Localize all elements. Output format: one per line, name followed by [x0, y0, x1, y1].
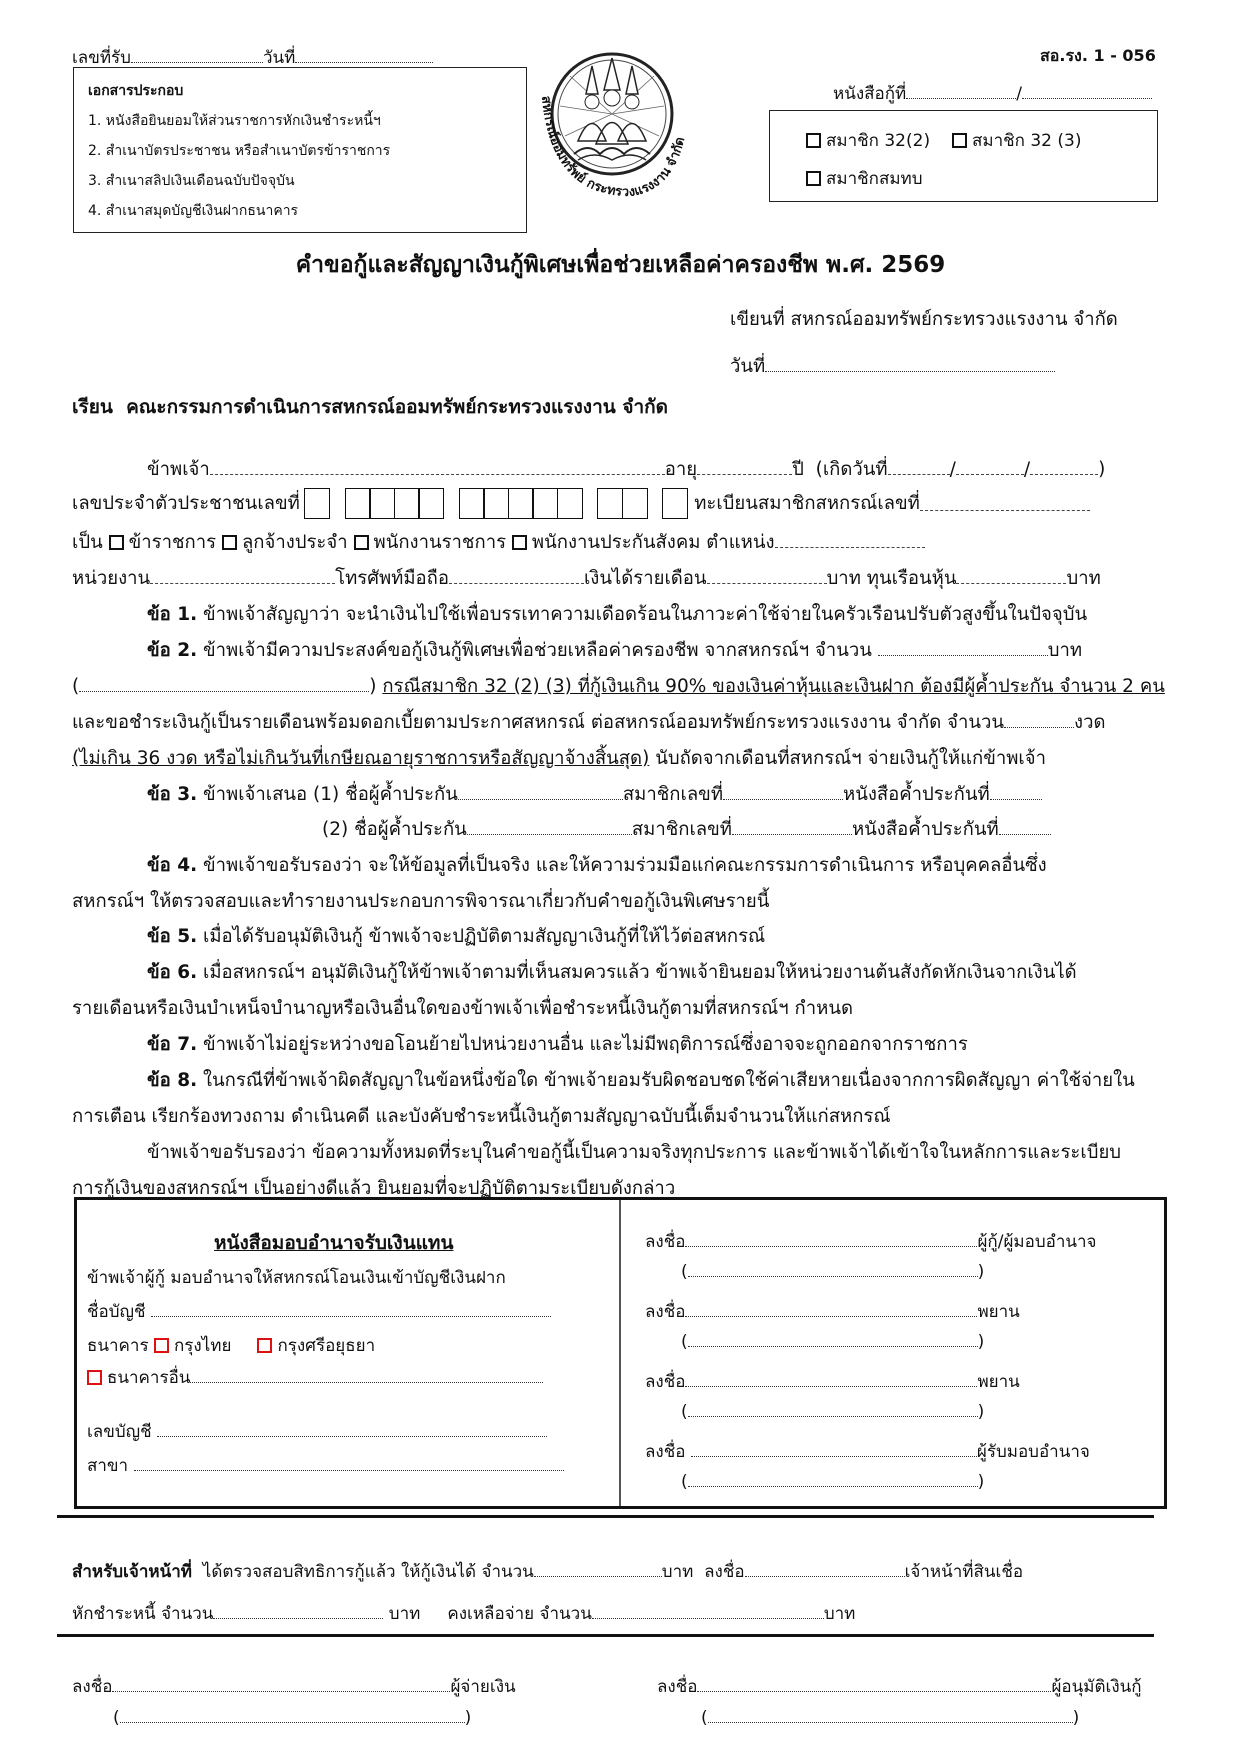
clause-3	[72, 780, 1172, 809]
clause-text: ข้าพเจ้าขอรับรองว่า จะให้ข้อมูลที่เป็นจริง และให้ความร่วมมือแก่คณะกรรมการดำเนินการ หรือบุคคลอื่นซึ่ง	[203, 855, 1047, 876]
bank-option: ธนาคารอื่น	[107, 1368, 191, 1388]
loan-doc-line	[833, 80, 1152, 107]
clause-head: ข้อ 2.	[147, 640, 198, 661]
year-label: ปี	[792, 459, 804, 480]
bank-option: กรุงไทย	[174, 1336, 232, 1356]
loan-doc-no-field[interactable]	[906, 84, 1016, 99]
approver-label: ผู้อนุมัติเงินกู้	[1051, 1677, 1142, 1697]
clause-2-line-4	[72, 744, 1172, 773]
officer-checked-text: ได้ตรวจสอบสิทธิการกู้แล้ว ให้กู้เงินได้ จำนวน	[202, 1562, 534, 1582]
branch-label: สาขา	[87, 1456, 129, 1476]
as-label: เป็น	[72, 532, 103, 553]
installment-limit: (ไม่เกิน 36 งวด หรือไม่เกินวันที่เกษียณอายุราชการหรือสัญญาจ้างสิ้นสุด)	[72, 748, 650, 769]
attachments-title: เอกสารประกอบ	[88, 83, 184, 99]
guarantor-1-doc-field[interactable]	[990, 785, 1042, 800]
clause-2-line-2	[72, 672, 1172, 701]
date-line	[730, 352, 1055, 381]
id-digit-group[interactable]	[306, 488, 331, 519]
signature-field[interactable]	[685, 1232, 977, 1247]
id-digit-group[interactable]	[599, 488, 648, 519]
checkbox-icon[interactable]	[222, 535, 237, 550]
baht-label: บาท	[823, 1604, 856, 1624]
receipt-no-field[interactable]	[131, 48, 263, 63]
certification-line-2: การกู้เงินของสหกรณ์ฯ เป็นอย่างดีแล้ว ยินยอมที่จะปฏิบัติตามระเบียบดังกล่าว	[72, 1178, 676, 1199]
guarantor-condition: กรณีสมาชิก 32 (2) (3) ที่กู้เงินเกิน 90% ของเงินค่าหุ้นและเงินฝาก ต้องมีผู้ค้ำประกัน จำนวน 2 คน	[382, 676, 1165, 697]
clause-7	[72, 1030, 1172, 1059]
other-bank-line	[87, 1364, 543, 1391]
paren-close: )	[977, 1262, 985, 1282]
clause-6-line-2: รายเดือนหรือเงินบำเหน็จบำนาญหรือเงินอื่นใดของข้าพเจ้าเพื่อชำระหนี้เงินกู้ตามที่สหกรณ์ฯ กำหนด	[72, 998, 853, 1019]
baht-label: บาท	[826, 568, 861, 589]
branch-field[interactable]	[134, 1456, 564, 1471]
guarantor-2-member-field[interactable]	[732, 820, 852, 835]
seal-text: สหกรณ์ออมทรัพย์ กระทรวงแรงงาน จำกัด	[538, 95, 689, 201]
phone-field[interactable]	[449, 569, 584, 584]
bank-label: ธนาคาร	[87, 1336, 149, 1356]
id-digit-group[interactable]	[346, 488, 444, 519]
paren-open: (	[681, 1332, 688, 1352]
guarantor-2-doc-field[interactable]	[999, 820, 1051, 835]
printed-name-line	[681, 1472, 984, 1492]
installment-label: งวด	[1074, 712, 1106, 733]
birth-label: (เกิดวันที่	[815, 459, 888, 480]
printed-name-field[interactable]	[688, 1262, 978, 1277]
clause-8	[72, 1066, 1172, 1095]
sign-label: ลงชื่อ	[645, 1372, 686, 1392]
guarantor-2-label: (2) ชื่อผู้ค้ำประกัน	[322, 819, 467, 840]
officer-line-2	[72, 1600, 855, 1627]
member-type-box	[769, 110, 1158, 202]
loan-doc-label: หนังสือกู้ที่	[833, 84, 907, 104]
checkbox-icon[interactable]	[109, 535, 124, 550]
member-no-label: ทะเบียนสมาชิกสหกรณ์เลขที่	[694, 493, 920, 514]
signature-borrower	[645, 1228, 1097, 1255]
clause-text: เมื่อได้รับอนุมัติเงินกู้ ข้าพเจ้าจะปฏิบัติตามสัญญาเงินกู้ที่ให้ไว้ต่อสหกรณ์	[203, 926, 766, 947]
receipt-date-label: วันที่	[262, 48, 296, 68]
approver-signature-field[interactable]	[697, 1677, 1051, 1692]
clause-text: และขอชำระเงินกู้เป็นรายเดือนพร้อมดอกเบี้ยตามประกาศสหกรณ์ ต่อสหกรณ์ออมทรัพย์กระทรวงแรงงาน จำกัด จำนวน	[72, 712, 1005, 733]
certification	[72, 1138, 1172, 1167]
paren-open: (	[113, 1708, 120, 1728]
authorization-box	[74, 1197, 1167, 1509]
clause-1	[72, 600, 1172, 629]
clause-text: ในกรณีที่ข้าพเจ้าผิดสัญญาในข้อหนึ่งข้อใด ข้าพเจ้ายอมรับผิดชอบชดใช้ค่าเสียหายเนื่องจากการผิดสัญญา ค่าใช้จ่ายใน	[203, 1070, 1135, 1091]
clause-text: เมื่อสหกรณ์ฯ อนุมัติเงินกู้ให้ข้าพเจ้าตามที่เห็นสมควรแล้ว ข้าพเจ้ายินยอมให้หน่วยงานต้นสังกัดหักเงินจากเงินได้	[203, 962, 1077, 983]
remaining-label: คงเหลือจ่าย จำนวน	[447, 1604, 592, 1624]
attachment-item: 4. สำเนาสมุดบัญชีเงินฝากธนาคาร	[88, 203, 299, 219]
signature-witness-1	[645, 1298, 1020, 1325]
checkbox-icon[interactable]	[154, 1338, 169, 1353]
loan-doc-year-field[interactable]	[1022, 84, 1152, 99]
page-title: คำขอกู้และสัญญาเงินกู้พิเศษเพื่อช่วยเหลือค่าครองชีพ พ.ศ. 2569	[295, 252, 946, 278]
paren-open: (	[681, 1472, 688, 1492]
approved-amount-field[interactable]	[534, 1562, 662, 1577]
birth-year-field[interactable]	[1030, 460, 1098, 475]
deduct-amount-field[interactable]	[213, 1604, 383, 1619]
age-field[interactable]	[697, 460, 792, 475]
member-type-32-3[interactable]	[952, 127, 1081, 154]
baht-label: บาท	[1047, 640, 1083, 661]
id-digit-group[interactable]	[460, 488, 583, 519]
member-type-label: สมาชิก 32 (3)	[972, 131, 1082, 151]
member-no-label: สมาชิกเลขที่	[622, 784, 724, 805]
date-label: วันที่	[730, 356, 766, 377]
checkbox-icon[interactable]	[87, 1370, 102, 1385]
member-type-label: สมาชิก 32(2)	[826, 131, 931, 151]
account-name-line	[87, 1298, 551, 1325]
attachment-item: 1. หนังสือยินยอมให้ส่วนราชการหักเงินชำระหนี้ฯ	[88, 113, 381, 129]
paren-open: (	[72, 676, 80, 697]
signature-witness-2	[645, 1368, 1020, 1395]
written-at: เขียนที่ สหกรณ์ออมทรัพย์กระทรวงแรงงาน จำกัด	[730, 309, 1118, 330]
account-no-field[interactable]	[157, 1422, 547, 1437]
checkbox-icon[interactable]	[257, 1338, 272, 1353]
clause-5	[72, 922, 1172, 951]
checkbox-icon[interactable]	[354, 535, 369, 550]
paren-close: )	[369, 676, 377, 697]
clause-6	[72, 958, 1172, 987]
loan-doc-sep: /	[1016, 84, 1022, 104]
id-line	[72, 488, 1172, 519]
clause-head: ข้อ 3.	[147, 784, 198, 805]
member-type-32-2[interactable]	[806, 127, 930, 154]
approver-signature	[657, 1673, 1142, 1700]
signature-role: พยาน	[977, 1302, 1020, 1322]
name-field[interactable]	[210, 460, 665, 475]
remaining-amount-field[interactable]	[592, 1604, 824, 1619]
sign-label: ลงชื่อ	[704, 1562, 745, 1582]
clause-text: ข้าพเจ้ามีความประสงค์ขอกู้เงินกู้พิเศษเพื่อช่วยเหลือค่าครองชีพ จากสหกรณ์ฯ จำนวน	[203, 640, 872, 661]
guarantee-doc-label: หนังสือค้ำประกันที่	[851, 819, 999, 840]
clause-head: ข้อ 6.	[147, 962, 198, 983]
date-field[interactable]	[765, 357, 1055, 372]
guarantee-doc-label: หนังสือค้ำประกันที่	[843, 784, 990, 805]
cooperative-seal	[530, 46, 690, 206]
account-no-label: เลขบัญชี	[87, 1422, 152, 1442]
officer-label: สำหรับเจ้าหน้าที่	[72, 1562, 192, 1582]
position-label: ตำแหน่ง	[706, 532, 775, 553]
paren-close: )	[977, 1332, 985, 1352]
clause-head: ข้อ 7.	[147, 1034, 198, 1055]
status-option: พนักงานราชการ	[373, 532, 507, 553]
officer-signature-field[interactable]	[745, 1562, 905, 1577]
clause-4	[72, 851, 1172, 880]
attachment-item: 3. สำเนาสลิปเงินเดือนฉบับปัจจุบัน	[88, 173, 295, 189]
sign-label: ลงชื่อ	[645, 1302, 686, 1322]
attachment-item: 2. สำเนาบัตรประชาชน หรือสำเนาบัตรข้าราชการ	[88, 143, 391, 159]
birth-sep: /	[1023, 459, 1031, 480]
baht-label: บาท	[1066, 568, 1101, 589]
paren-close: )	[464, 1708, 472, 1728]
account-name-field[interactable]	[151, 1302, 551, 1317]
paren-close: )	[977, 1402, 985, 1422]
birth-day-field[interactable]	[888, 460, 950, 475]
birth-sep: /	[949, 459, 956, 480]
clause-2-line-3	[72, 708, 1172, 737]
id-digit-group[interactable]	[664, 488, 689, 519]
checkbox-icon[interactable]	[952, 133, 967, 148]
status-option: พนักงานประกันสังคม	[531, 532, 701, 553]
printed-name-field[interactable]	[688, 1472, 978, 1487]
payer-label: ผู้จ่ายเงิน	[450, 1677, 516, 1697]
sign-label: ลงชื่อ	[645, 1232, 686, 1252]
bank-option: กรุงศรีอยุธยา	[277, 1336, 376, 1356]
baht-label: บาท	[388, 1604, 421, 1624]
member-no-field[interactable]	[920, 496, 1090, 511]
signature-field[interactable]	[691, 1442, 977, 1457]
unit-field[interactable]	[150, 569, 335, 584]
payer-signature-field[interactable]	[112, 1677, 450, 1692]
signature-field[interactable]	[685, 1302, 977, 1317]
salutation-to: คณะกรรมการดำเนินการสหกรณ์ออมทรัพย์กระทรวงแรงงาน จำกัด	[126, 396, 668, 418]
clause-4-line-2: สหกรณ์ฯ ให้ตรวจสอบและทำรายงานประกอบการพิจารณาเกี่ยวกับคำขอกู้เงินพิเศษรายนี้	[72, 891, 770, 912]
checkbox-icon[interactable]	[806, 171, 821, 186]
certification-text: ข้าพเจ้าขอรับรองว่า ข้อความทั้งหมดที่ระบุในคำขอกู้นี้เป็นความจริงทุกประการ และข้าพเจ้าได้เข้าใจในหลักการและระเบียบ	[147, 1142, 1122, 1163]
account-name-label: ชื่อบัญชี	[87, 1302, 146, 1322]
printed-name-line	[681, 1262, 984, 1282]
loan-amount-field[interactable]	[878, 641, 1048, 656]
checkbox-icon[interactable]	[806, 133, 821, 148]
box-divider	[619, 1200, 621, 1506]
member-no-label: สมาชิกเลขที่	[631, 819, 732, 840]
id-label: เลขประจำตัวประชาชนเลขที่	[72, 493, 300, 514]
payer-name-line	[113, 1708, 471, 1728]
signature-attorney	[645, 1438, 1090, 1465]
guarantor-2-name-field[interactable]	[467, 820, 632, 835]
unit-line	[72, 564, 1172, 593]
clause-text: ข้าพเจ้าไม่อยู่ระหว่างขอโอนย้ายไปหน่วยงานอื่น และไม่มีพฤติการณ์ซึ่งอาจจะถูกออกจากราชการ	[203, 1034, 968, 1055]
deduct-label: หักชำระหนี้ จำนวน	[72, 1604, 214, 1624]
approver-name-field[interactable]	[708, 1708, 1073, 1723]
paren-close: )	[977, 1472, 985, 1492]
printed-name-field[interactable]	[688, 1402, 978, 1417]
signature-field[interactable]	[685, 1372, 977, 1387]
officer-line-1	[72, 1558, 1023, 1585]
authorization-title: หนังสือมอบอำนาจรับเงินแทน	[214, 1232, 454, 1254]
clause-2	[72, 636, 1172, 665]
clause-8-line-2: การเตือน เรียกร้องทวงถาม ดำเนินคดี และบังคับชำระหนี้เงินกู้ตามสัญญาฉบับนี้เต็มจำนวนให้แก่สหกรณ์	[72, 1106, 891, 1127]
form-code: สอ.รง. 1 - 056	[1040, 46, 1156, 65]
receipt-no-label: เลขที่รับ	[72, 48, 131, 68]
clause-text: ข้าพเจ้าเสนอ	[203, 784, 308, 805]
clause-head: ข้อ 8.	[147, 1070, 198, 1091]
shares-field[interactable]	[956, 569, 1066, 584]
guarantor-1-name-field[interactable]	[458, 785, 623, 800]
seal-emblem-icon	[530, 46, 690, 206]
approver-name-line	[701, 1708, 1079, 1728]
status-option: ข้าราชการ	[128, 532, 217, 553]
guarantor-1-member-field[interactable]	[723, 785, 843, 800]
unit-label: หน่วยงาน	[72, 568, 151, 589]
branch-line	[87, 1452, 564, 1479]
printed-name-field[interactable]	[688, 1332, 978, 1347]
printed-name-line	[681, 1332, 984, 1352]
member-type-associate[interactable]	[806, 165, 923, 192]
birth-month-field[interactable]	[956, 460, 1024, 475]
clause-head: ข้อ 1.	[147, 604, 198, 625]
paren-open: (	[701, 1708, 708, 1728]
signature-role: พยาน	[977, 1372, 1020, 1392]
authorization-intro: ข้าพเจ้าผู้กู้ มอบอำนาจให้สหกรณ์โอนเงินเข้าบัญชีเงินฝาก	[87, 1268, 506, 1288]
salary-field[interactable]	[707, 569, 827, 584]
clause-head: ข้อ 5.	[147, 926, 198, 947]
loan-amount-words-field[interactable]	[79, 677, 369, 692]
divider	[57, 1515, 1154, 1518]
payer-signature	[72, 1673, 516, 1700]
sign-label: ลงชื่อ	[645, 1442, 686, 1462]
account-no-line	[87, 1418, 547, 1445]
phone-label: โทรศัพท์มือถือ	[335, 568, 449, 589]
bank-line	[87, 1332, 375, 1359]
baht-label: บาท	[661, 1562, 694, 1582]
signature-role: ผู้กู้/ผู้มอบอำนาจ	[977, 1232, 1097, 1252]
status-line	[72, 528, 1172, 557]
divider	[57, 1634, 1154, 1637]
applicant-name-line	[72, 455, 1172, 484]
member-type-label: สมาชิกสมทบ	[826, 169, 923, 189]
paren-open: (	[681, 1402, 688, 1422]
shares-label: ทุนเรือนหุ้น	[866, 568, 957, 589]
signature-role: ผู้รับมอบอำนาจ	[976, 1442, 1090, 1462]
installments-field[interactable]	[1004, 713, 1074, 728]
salary-label: เงินได้รายเดือน	[583, 568, 707, 589]
credit-officer-label: เจ้าหน้าที่สินเชื่อ	[904, 1562, 1024, 1582]
age-label: อายุ	[664, 459, 698, 480]
clause-text: ข้าพเจ้าสัญญาว่า จะนำเงินไปใช้เพื่อบรรเทาความเดือดร้อนในภาวะค่าใช้จ่ายในครัวเรือนปรับตัวสูงขึ้นในปัจจุบัน	[203, 604, 1088, 625]
birth-close: )	[1098, 459, 1106, 480]
status-option: ลูกจ้างประจำ	[241, 532, 348, 553]
clause-head: ข้อ 4.	[147, 855, 198, 876]
checkbox-icon[interactable]	[512, 535, 527, 550]
payer-name-field[interactable]	[120, 1708, 465, 1723]
paren-close: )	[1072, 1708, 1080, 1728]
name-label: ข้าพเจ้า	[147, 459, 210, 480]
printed-name-line	[681, 1402, 984, 1422]
clause-3-line-2	[72, 815, 1172, 844]
salutation-label: เรียน	[72, 396, 113, 418]
attachments-box	[73, 67, 527, 233]
sign-label: ลงชื่อ	[657, 1677, 698, 1697]
other-bank-field[interactable]	[190, 1368, 543, 1383]
sign-label: ลงชื่อ	[72, 1677, 113, 1697]
paren-open: (	[681, 1262, 688, 1282]
receipt-date-field[interactable]	[295, 48, 433, 63]
guarantor-1-label: (1) ชื่อผู้ค้ำประกัน	[313, 784, 458, 805]
position-field[interactable]	[775, 533, 925, 548]
clause-text: นับถัดจากเดือนที่สหกรณ์ฯ จ่ายเงินกู้ให้แก่ข้าพเจ้า	[655, 748, 1046, 769]
salutation	[72, 392, 668, 422]
